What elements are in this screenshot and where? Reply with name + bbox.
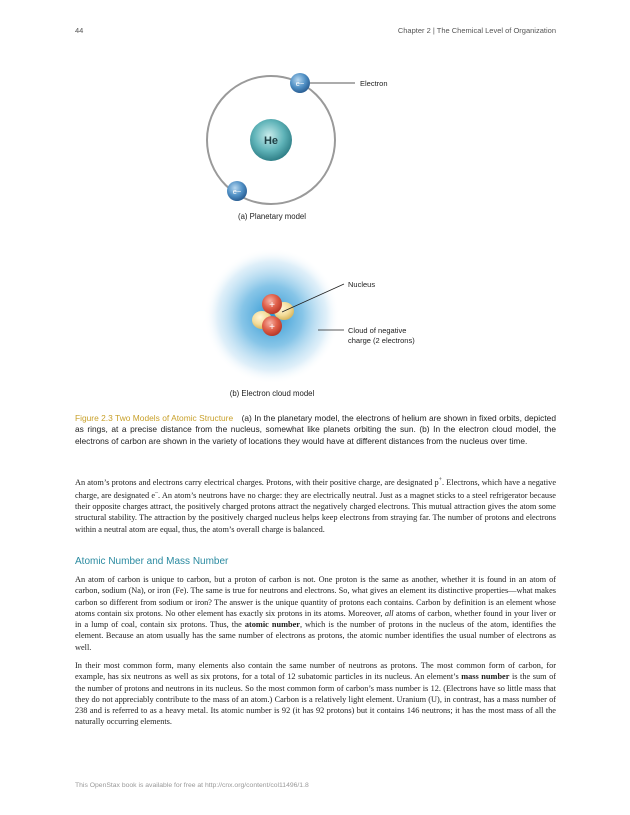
helium-nucleus: [250, 119, 292, 161]
electron-symbol: e−: [232, 187, 242, 196]
electron-top: [290, 73, 310, 93]
electron-symbol: e−: [295, 79, 305, 88]
paragraph-atomic-number: An atom of carbon is unique to carbon, but a proton of carbon is not. One proton is the same as another, whether it is found in an atom of carbon, sodium (Na), or iron (Fe). The same is true for neutrons and electrons. So, what gives an element its distinctive properties—what makes carbon so different from sodium or iron? The answer is the unique quantity of protons each contains. Carbon by definition is an element whose atoms contain six protons. No other element has exactly six protons in its atoms. Moreover, all atoms of carbon, whether found in your liver or in a lump of coal, contain six protons. Thus, the atomic number, which is the number of protons in the nucleus of the atom, identifies the element. Because an atom usually has the same number of electrons as protons, the atomic number identifies the usual number of electrons as well.: [75, 575, 556, 652]
cloud-label-line1: Cloud of negative: [348, 326, 407, 335]
figure-caption: [75, 413, 556, 447]
planetary-model: [207, 73, 388, 221]
cloud-model-caption: (b) Electron cloud model: [229, 389, 315, 398]
page-number: 44: [75, 26, 84, 35]
nucleus-label: Nucleus: [348, 280, 376, 289]
electron-label: Electron: [360, 79, 388, 88]
paragraph-mass-number: In their most common form, many elements also contain the same number of neutrons as protons. The most common form of carbon, for example, has six neutrons as well as six protons, for a total of 12 subatomic particles in its nucleus. An element’s mass number is the sum of the number of protons and neutrons in its nucleus. So the most common form of carbon’s mass number is 12. (Electrons have so little mass that they do not appreciably contribute to the mass of an atom.) Carbon is a relatively light element. Uranium (U), in contrast, has a mass number of 238 and is referred to as a heavy metal. Its atomic number is 92 (it has 92 protons) but it contains 146 neutrons; it has the most mass of all the naturally occurring elements.: [75, 661, 557, 727]
paragraph-charges: An atom’s protons and electrons carry electrical charges. Protons, with their positive charge, are designated p+. Electrons, which have a negative charge, are designated e–. An atom’s neutrons have no charge: they are electrically neutral. Just as a magnet sticks to a steel refrigerator because their opposite charges attract, the positively charged protons attract the negatively charged electrons. This mutual attraction gives the atom some structural stability. The attraction by the positively charged nucleus helps keep electrons from straying far. The number of protons and electrons within a neutral atom are equal, thus, the atom’s overall charge is balanced.: [75, 477, 556, 534]
electron-cloud-model: [204, 248, 415, 398]
running-header: Chapter 2 | The Chemical Level of Organization: [397, 26, 556, 35]
page-footer: This OpenStax book is available for free at http://cnx.org/content/col11496/1.8: [75, 782, 309, 789]
planetary-model-caption: (a) Planetary model: [237, 212, 307, 221]
cloud-label-line2: charge (2 electrons): [348, 336, 415, 345]
term-atomic-number: atomic number: [244, 620, 300, 630]
proton-symbol: +: [269, 300, 275, 311]
proton-symbol: +: [269, 322, 275, 333]
term-mass-number: mass number: [461, 672, 510, 682]
figure-caption-label: Figure 2.3 Two Models of Atomic Structure: [75, 413, 234, 423]
section-heading: Atomic Number and Mass Number: [75, 556, 229, 567]
nucleus-symbol: He: [263, 135, 279, 147]
figure-caption-text: (a) In the planetary model, the electrons of helium are shown in fixed orbits, depicted as rings, at a precise distance from the nucleus, somewhat like planets orbiting the sun. (b) In the electron cloud model, the electrons of carbon are shown in the variety of locations they would have at different distances from the nucleus over time.: [75, 413, 556, 446]
electron-bottom: [227, 181, 247, 201]
